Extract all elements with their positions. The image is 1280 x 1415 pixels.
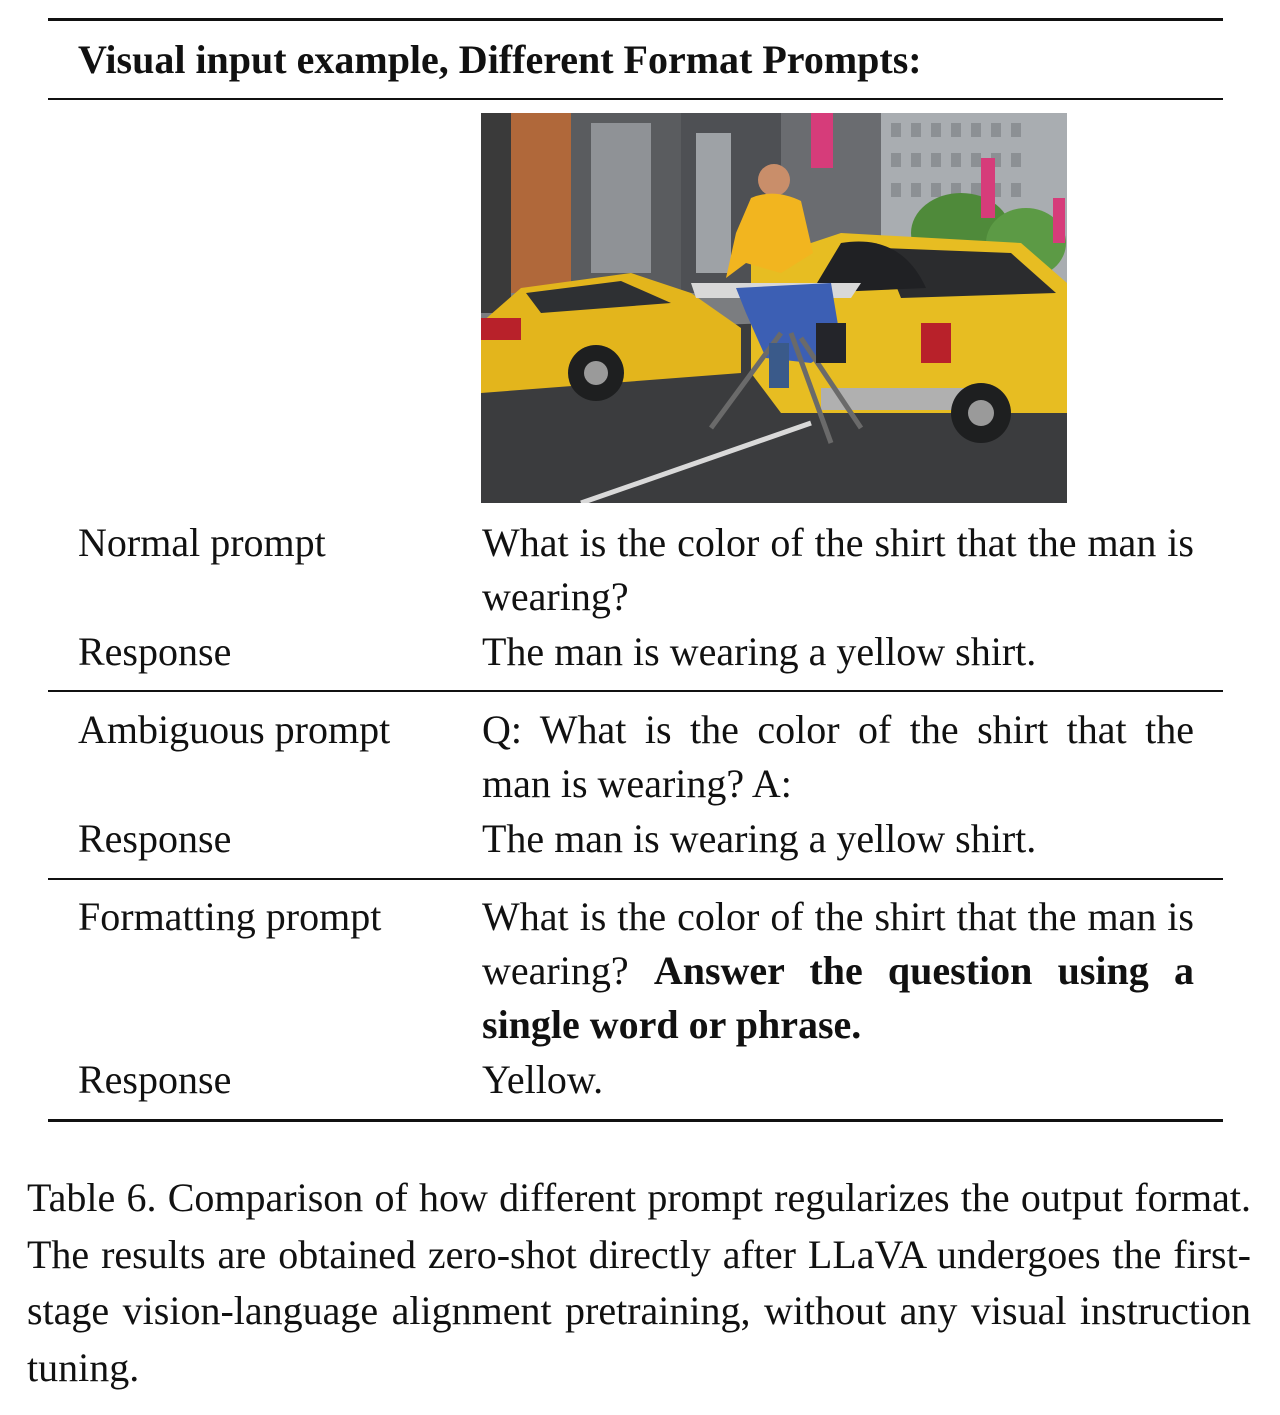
formatting-response-text: Yellow.	[482, 1057, 604, 1102]
table-caption: Table 6. Comparison of how different prompt regularizes the output format. The results are obtained zero-shot directly after LLaVA undergoes the first-stage vision-language alignment pretraining, without any visual instruction tuning.	[27, 1175, 1251, 1390]
formatting-prompt-text	[482, 890, 1194, 1052]
formatting-prompt-label: Formatting prompt	[78, 894, 382, 939]
table-bottom-rule	[48, 1119, 1223, 1122]
normal-response-label: Response	[78, 629, 232, 674]
example-image	[481, 113, 1067, 503]
normal-prompt-text: What is the color of the shirt that the man is wearing?	[482, 520, 1194, 619]
ambiguous-prompt-label: Ambiguous prompt	[78, 707, 391, 752]
table-header: Visual input example, Different Format Prompts:	[78, 37, 922, 82]
normal-prompt-label: Normal prompt	[78, 520, 326, 565]
formatting-response-label: Response	[78, 1057, 232, 1102]
normal-response-text: The man is wearing a yellow shirt.	[482, 629, 1037, 674]
table-top-rule	[48, 18, 1223, 21]
row-divider-2	[48, 878, 1223, 880]
ambiguous-prompt-text: Q: What is the color of the shirt that the man is wearing? A:	[482, 707, 1194, 806]
formatting-prompt-bold: Answer the question using a single word or phrase.	[482, 948, 1195, 1047]
formatting-prompt-plain: What is the color of the shirt that the man is wearing?	[482, 894, 1194, 993]
ambiguous-response-text: The man is wearing a yellow shirt.	[482, 816, 1037, 861]
row-divider-1	[48, 690, 1223, 692]
ambiguous-response-label: Response	[78, 816, 232, 861]
header-bottom-rule	[48, 98, 1223, 100]
